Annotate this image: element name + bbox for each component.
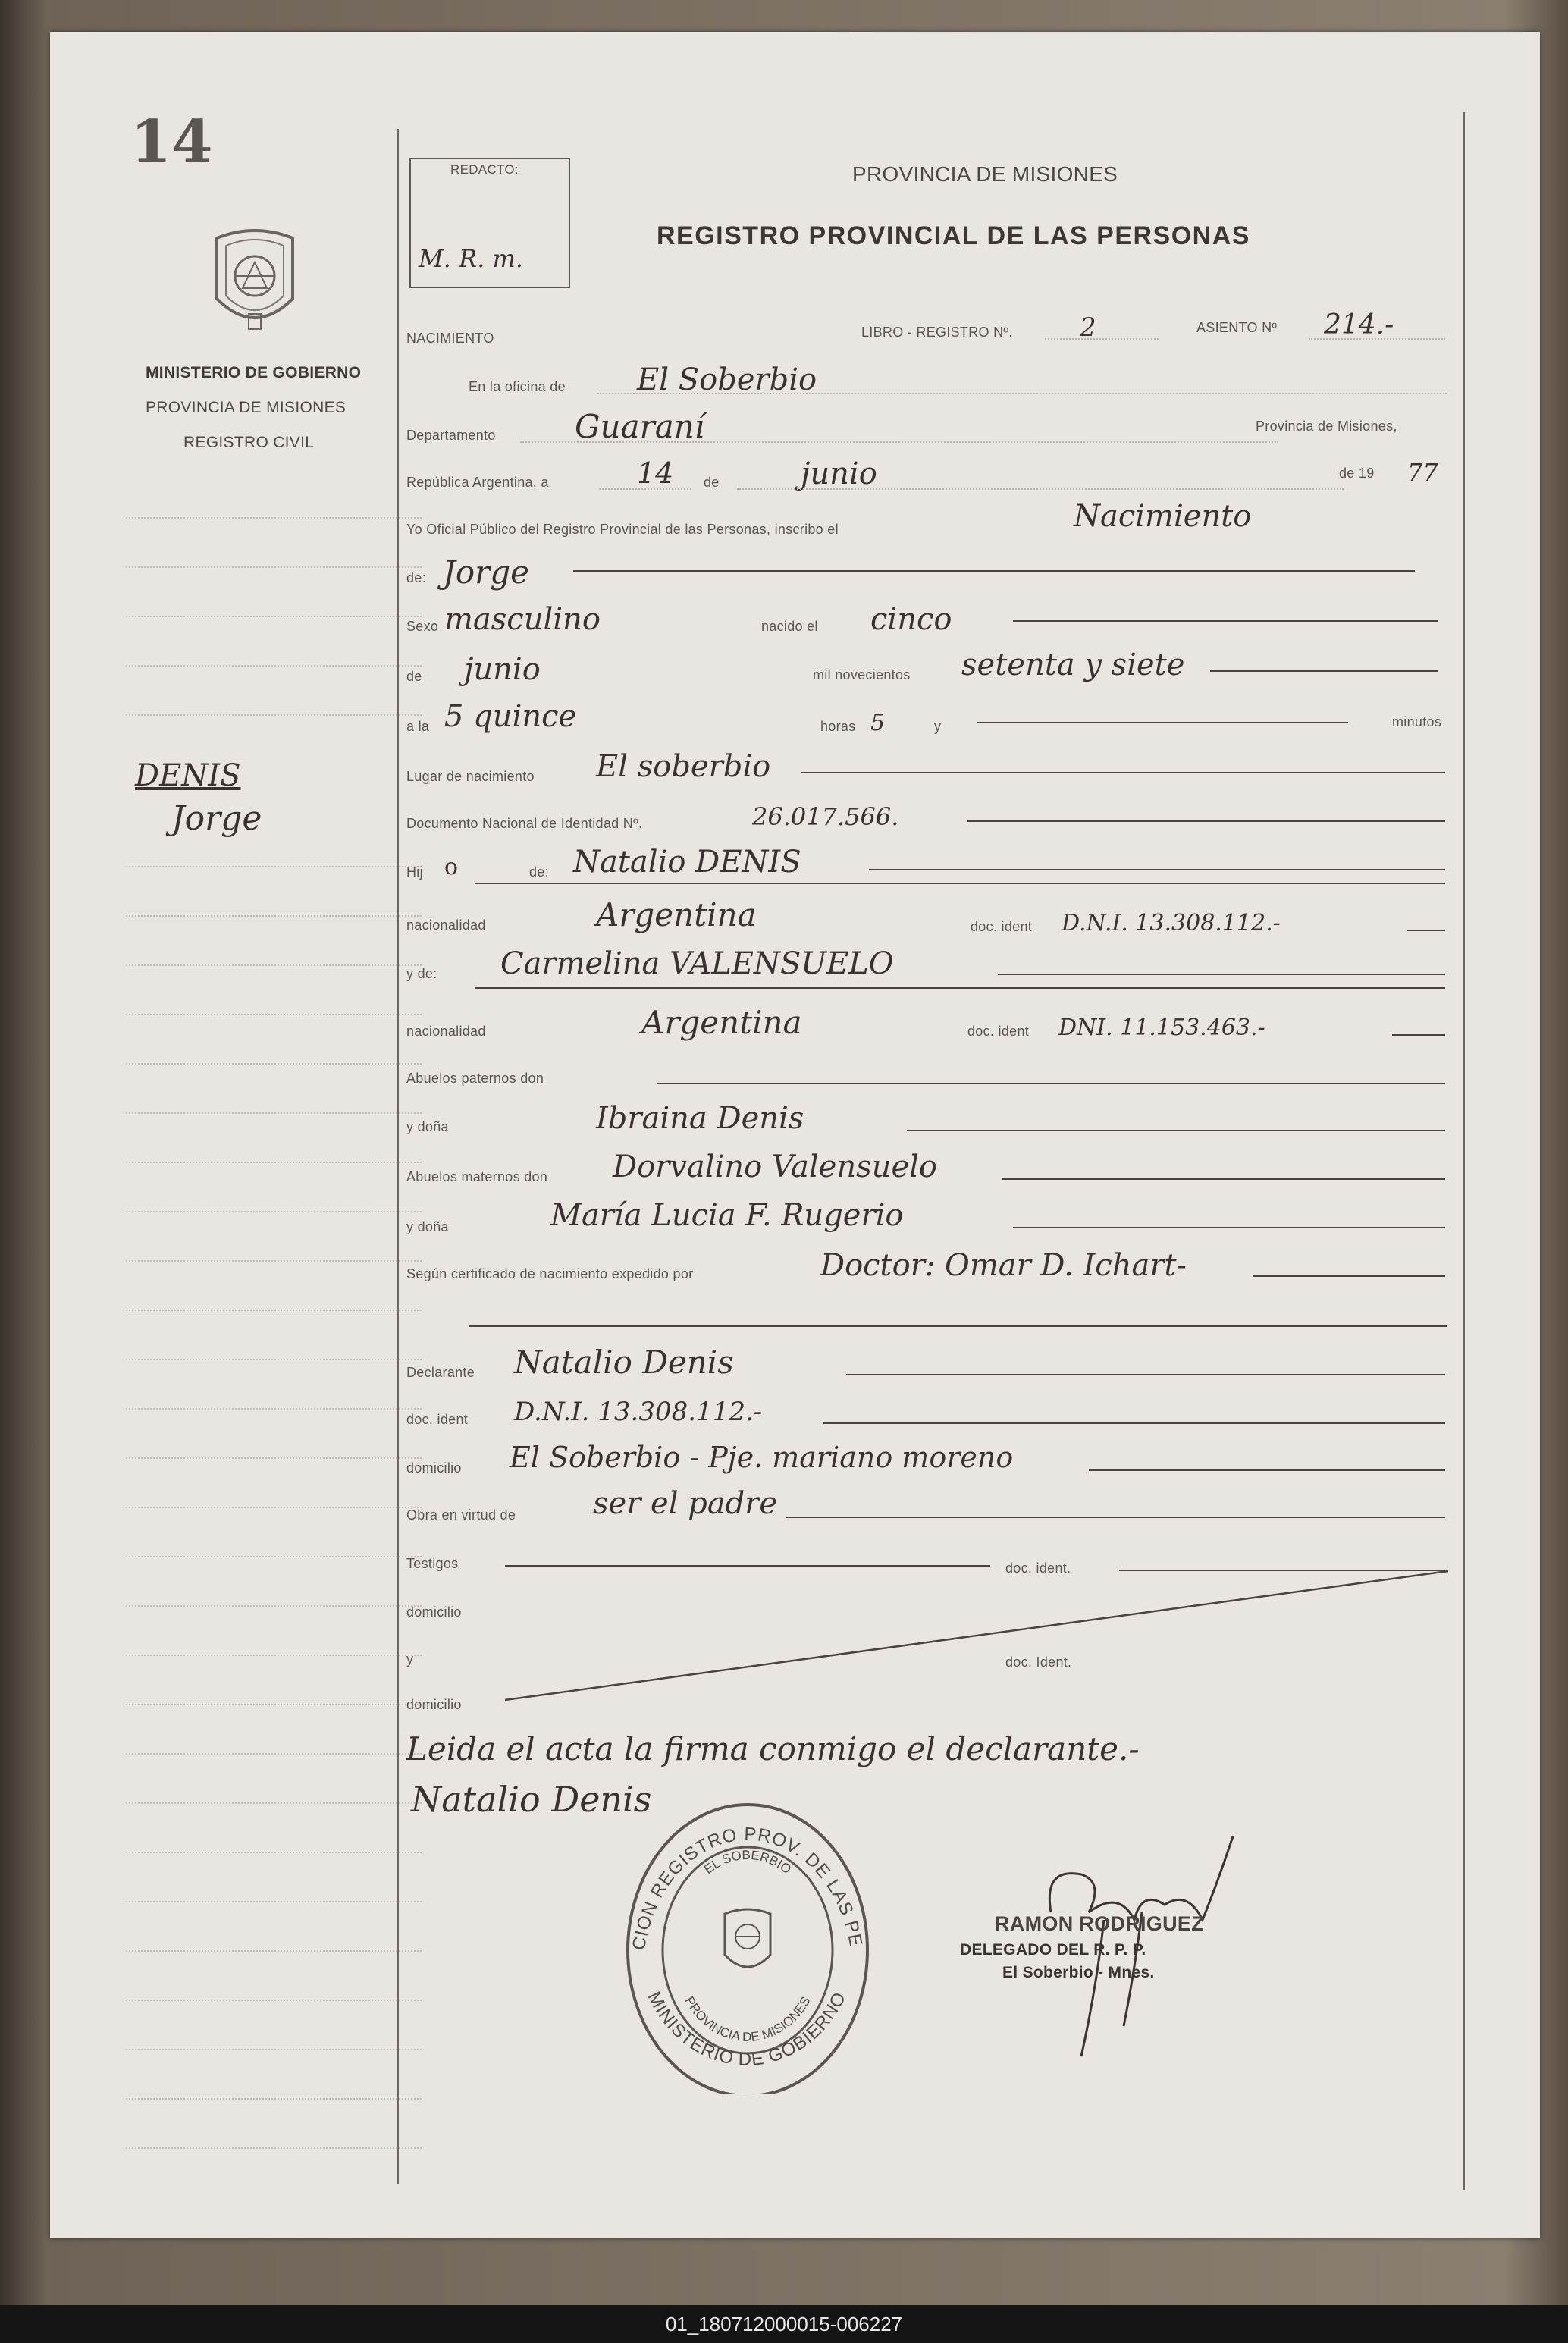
testigos-label: Testigos (406, 1556, 459, 1571)
departamento-value: Guaraní (575, 408, 705, 445)
padre-value: Natalio DENIS (573, 845, 801, 880)
y-dona-m-label: y doña (406, 1219, 449, 1234)
section-label: NACIMIENTO (406, 331, 494, 346)
madre-value: Carmelina VALENSUELO (500, 946, 894, 981)
de-persona-label: de: (406, 570, 426, 585)
margin-surname: DENIS (135, 758, 241, 793)
registry-title: REGISTRO PROVINCIAL DE LAS PERSONAS (657, 221, 1250, 250)
certificado-label: Según certificado de nacimiento expedido por (406, 1266, 694, 1281)
domicilio-label: domicilio (406, 1460, 462, 1476)
province-emblem-icon (202, 223, 308, 348)
libro-value: 2 (1080, 312, 1096, 343)
redacto-label: REDACTO: (450, 162, 519, 177)
declarante-label: Declarante (406, 1365, 475, 1380)
redacto-box (409, 158, 570, 288)
abuelos-p-label: Abuelos paternos don (406, 1071, 544, 1086)
horas-value: 5 (870, 710, 886, 736)
lugar-value: El soberbio (596, 749, 771, 784)
sexo-value: masculino (444, 602, 601, 637)
svg-text:EL SOBERBIO: EL SOBERBIO (701, 1847, 795, 1877)
y-t-label: y (406, 1651, 414, 1667)
doc2-label: doc. ident (967, 1024, 1030, 1039)
dni-label: Documento Nacional de Identidad Nº. (406, 816, 643, 831)
oficina-label: En la oficina de (469, 379, 566, 394)
nacido-value: cinco (870, 602, 952, 637)
obra-label: Obra en virtud de (406, 1507, 516, 1523)
anio-value: 77 (1407, 458, 1438, 487)
witness-strike-line (505, 1570, 1453, 1717)
hijo-label: Hij (406, 864, 423, 880)
sexo-label: Sexo (406, 619, 439, 634)
a-la-label: a la (406, 719, 430, 734)
file-id-footer: 01_180712000015-006227 (0, 2305, 1568, 2343)
doc-t2-label: doc. Ident. (1005, 1655, 1072, 1670)
obra-value: ser el padre (593, 1486, 778, 1521)
y-dona-p-label: y doña (406, 1119, 449, 1134)
closing-signature: Natalio Denis (411, 1779, 652, 1820)
page-number: 14 (130, 108, 213, 177)
dni-value: 26.017.566. (752, 802, 899, 831)
nombre-value: Jorge (443, 554, 529, 591)
frame-right-line (1463, 112, 1465, 2190)
svg-text:MINISTERIO DE GOBIERNO: MINISTERIO DE GOBIERNO (643, 1988, 851, 2070)
de-mes-label: de (406, 669, 422, 684)
nac1-value: Argentina (596, 896, 757, 933)
certificado-value: Doctor: Omar D. Ichart- (820, 1248, 1187, 1283)
domicilio-t1-label: domicilio (406, 1604, 462, 1620)
nacido-label: nacido el (761, 619, 818, 634)
y-label: y (934, 719, 942, 734)
closing-text: Leida el acta la firma conmigo el declarante.- (406, 1730, 1140, 1767)
svg-text:DELEGACION REGISTRO PROV. DE L: CION REGISTRO PROV. DE LAS PE (629, 1824, 867, 1952)
asiento-value: 214.- (1324, 309, 1394, 340)
svg-text:PROVINCIA DE MISIONES: PROVINCIA DE MISIONES (682, 1993, 814, 2045)
doc-decl-label: doc. ident (406, 1412, 469, 1427)
domicilio-t2-label: domicilio (406, 1697, 462, 1712)
doc-decl-value: D.N.I. 13.308.112.- (514, 1397, 763, 1427)
anio-nac-value: setenta y siete (961, 648, 1185, 682)
province-title: PROVINCIA DE MISIONES (852, 162, 1118, 186)
sidebar-registry: REGISTRO CIVIL (183, 434, 315, 451)
provincia-label: Provincia de Misiones, (1256, 419, 1397, 434)
de-padre-label: de: (529, 864, 549, 880)
official-title: DELEGADO DEL R. P. P. (960, 1941, 1146, 1959)
mes-value: junio (801, 456, 877, 491)
minutos-label: minutos (1392, 714, 1442, 729)
nac1-label: nacionalidad (406, 917, 486, 933)
libro-label: LIBRO - REGISTRO Nº. (861, 325, 1013, 340)
registry-seal (622, 1791, 872, 2098)
abuelos-m-label: Abuelos maternos don (406, 1169, 548, 1184)
horas-label: horas (820, 719, 856, 734)
dia-value: 14 (637, 456, 674, 490)
abuela-p-value: Ibraina Denis (596, 1101, 804, 1136)
de-label: de (704, 475, 720, 490)
abuelos-m-value: Dorvalino Valensuelo (613, 1150, 937, 1184)
doc2-value: DNI. 11.153.463.- (1058, 1015, 1265, 1041)
anio-label: de 19 (1339, 466, 1375, 481)
abuela-m-value: María Lucia F. Rugerio (550, 1198, 904, 1233)
domicilio-value: El Soberbio - Pje. mariano moreno (510, 1441, 1014, 1474)
oficial-label: Yo Oficial Público del Registro Provincial de las Personas, inscribo el (406, 522, 839, 537)
doc1-label: doc. ident (971, 919, 1033, 934)
hora-value: 5 quince (444, 699, 577, 734)
official-name: RAMON RODRIGUEZ (995, 1912, 1204, 1935)
redacto-value: M. R. m. (419, 244, 524, 273)
mes-nac-value: junio (464, 652, 541, 687)
lugar-label: Lugar de nacimiento (406, 769, 535, 784)
oficina-value: El Soberbio (637, 362, 817, 397)
margin-name: Jorge (171, 799, 262, 838)
asiento-label: ASIENTO Nº (1196, 320, 1278, 335)
register-page (50, 32, 1540, 2238)
frame-left-line (397, 129, 399, 2184)
hijo-suffix: o (444, 854, 459, 880)
departamento-label: Departamento (406, 428, 496, 443)
sidebar-ministry: MINISTERIO DE GOBIERNO (146, 364, 362, 381)
declarante-value: Natalio Denis (514, 1344, 734, 1381)
official-location: El Soberbio - Mnes. (1002, 1964, 1155, 1981)
doc-t1-label: doc. ident. (1005, 1560, 1071, 1576)
mil-label: mil novecientos (813, 667, 911, 682)
inscribo-value: Nacimiento (1074, 499, 1252, 534)
doc1-value: D.N.I. 13.308.112.- (1062, 910, 1281, 936)
sidebar-province: PROVINCIA DE MISIONES (146, 399, 347, 416)
republica-label: República Argentina, a (406, 475, 549, 490)
nac2-value: Argentina (641, 1004, 802, 1041)
nac2-label: nacionalidad (406, 1024, 486, 1039)
y-de-label: y de: (406, 966, 437, 981)
